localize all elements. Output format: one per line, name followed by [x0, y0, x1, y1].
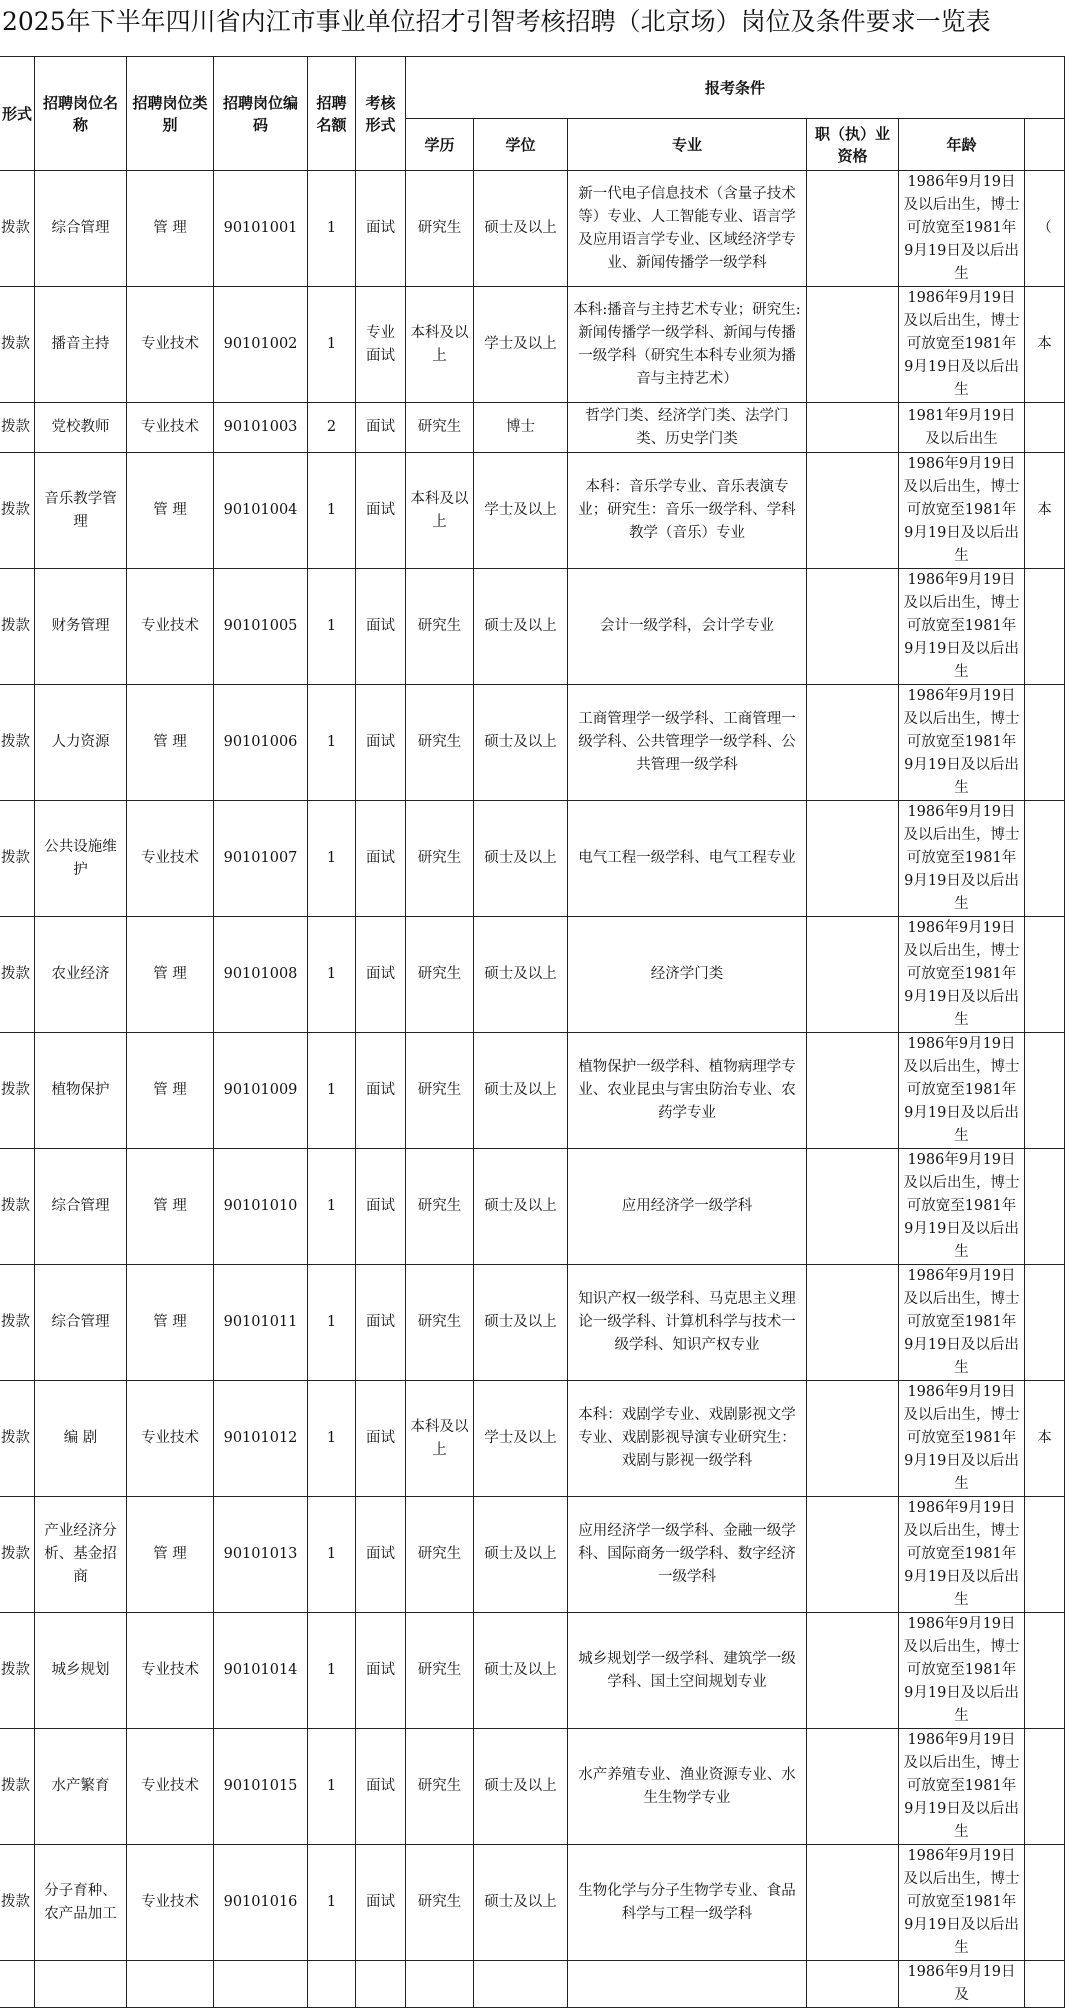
extra-cell — [1025, 1265, 1065, 1381]
quota-cell: 1 — [308, 171, 356, 287]
education-cell — [406, 1961, 474, 2008]
major-cell: 应用经济学一级学科 — [568, 1149, 807, 1265]
quota-cell: 1 — [308, 685, 356, 801]
position-category-cell: 专业技术 — [127, 1613, 214, 1729]
header-position-category: 招聘岗位类别 — [127, 57, 214, 171]
major-cell: 哲学门类、经济学门类、法学门类、历史学门类 — [568, 403, 807, 453]
position-name-cell: 编 剧 — [35, 1381, 127, 1497]
funding-cell: 拨款 — [0, 1497, 35, 1613]
age-cell: 1986年9月19日及以后出生，博士可放宽至1981年9月19日及以后出生 — [899, 287, 1025, 403]
certificate-cell — [807, 1961, 899, 2008]
exam-form-cell: 面试 — [356, 917, 406, 1033]
degree-cell: 硕士及以上 — [474, 1729, 568, 1845]
degree-cell: 学士及以上 — [474, 1381, 568, 1497]
position-code-cell: 90101015 — [214, 1729, 308, 1845]
age-cell: 1986年9月19日及以后出生，博士可放宽至1981年9月19日及以后出生 — [899, 917, 1025, 1033]
table-row — [0, 453, 1065, 569]
header-age: 年龄 — [899, 119, 1025, 171]
quota-cell: 1 — [308, 569, 356, 685]
quota-cell — [308, 1961, 356, 2008]
education-cell: 研究生 — [406, 1265, 474, 1381]
education-cell: 研究生 — [406, 1613, 474, 1729]
major-cell: 电气工程一级学科、电气工程专业 — [568, 801, 807, 917]
education-cell: 研究生 — [406, 569, 474, 685]
degree-cell: 硕士及以上 — [474, 801, 568, 917]
quota-cell: 2 — [308, 403, 356, 453]
exam-form-cell: 面试 — [356, 1381, 406, 1497]
major-cell: 本科:播音与主持艺术专业；研究生:新闻传播学一级学科、新闻与传播一级学科（研究生本科专业须为播音与主持艺术） — [568, 287, 807, 403]
position-category-cell: 专业技术 — [127, 569, 214, 685]
funding-cell: 拨款 — [0, 1845, 35, 1961]
certificate-cell — [807, 1265, 899, 1381]
table-row — [0, 1265, 1065, 1381]
major-cell: 本科：戏剧学专业、戏剧影视文学专业、戏剧影视导演专业研究生：戏剧与影视一级学科 — [568, 1381, 807, 1497]
positions-table — [0, 56, 1065, 2008]
position-name-cell: 城乡规划 — [35, 1613, 127, 1729]
extra-cell — [1025, 917, 1065, 1033]
funding-cell — [0, 1961, 35, 2008]
position-code-cell: 90101002 — [214, 287, 308, 403]
age-cell: 1986年9月19日及以后出生，博士可放宽至1981年9月19日及以后出生 — [899, 569, 1025, 685]
age-cell: 1986年9月19日及以后出生，博士可放宽至1981年9月19日及以后出生 — [899, 171, 1025, 287]
education-cell: 研究生 — [406, 403, 474, 453]
table-row — [0, 801, 1065, 917]
age-cell: 1986年9月19日及以后出生，博士可放宽至1981年9月19日及以后出生 — [899, 1613, 1025, 1729]
table-row — [0, 1729, 1065, 1845]
position-name-cell: 财务管理 — [35, 569, 127, 685]
major-cell: 植物保护一级学科、植物病理学专业、农业昆虫与害虫防治专业、农药学专业 — [568, 1033, 807, 1149]
degree-cell: 博士 — [474, 403, 568, 453]
quota-cell: 1 — [308, 1381, 356, 1497]
certificate-cell — [807, 569, 899, 685]
funding-cell: 拨款 — [0, 1729, 35, 1845]
age-cell: 1986年9月19日及以后出生，博士可放宽至1981年9月19日及以后出生 — [899, 685, 1025, 801]
table-row — [0, 1613, 1065, 1729]
header-major: 专业 — [568, 119, 807, 171]
exam-form-cell: 面试 — [356, 1613, 406, 1729]
degree-cell: 硕士及以上 — [474, 685, 568, 801]
extra-cell — [1025, 1149, 1065, 1265]
extra-cell: 本 — [1025, 453, 1065, 569]
extra-cell — [1025, 1497, 1065, 1613]
major-cell: 本科：音乐学专业、音乐表演专业；研究生：音乐一级学科、学科教学（音乐）专业 — [568, 453, 807, 569]
header-degree: 学位 — [474, 119, 568, 171]
major-cell: 城乡规划学一级学科、建筑学一级学科、国土空间规划专业 — [568, 1613, 807, 1729]
quota-cell: 1 — [308, 1265, 356, 1381]
exam-form-cell — [356, 1961, 406, 2008]
exam-form-cell: 面试 — [356, 403, 406, 453]
education-cell: 本科及以上 — [406, 287, 474, 403]
age-cell: 1986年9月19日及以后出生，博士可放宽至1981年9月19日及以后出生 — [899, 1033, 1025, 1149]
age-cell: 1986年9月19日及以后出生，博士可放宽至1981年9月19日及以后出生 — [899, 453, 1025, 569]
header-quota: 招聘名额 — [308, 57, 356, 171]
certificate-cell — [807, 801, 899, 917]
certificate-cell — [807, 171, 899, 287]
position-name-cell — [35, 1961, 127, 2008]
extra-cell: 本 — [1025, 1381, 1065, 1497]
position-name-cell: 植物保护 — [35, 1033, 127, 1149]
extra-cell — [1025, 569, 1065, 685]
certificate-cell — [807, 1033, 899, 1149]
position-code-cell: 90101011 — [214, 1265, 308, 1381]
certificate-cell — [807, 1845, 899, 1961]
degree-cell: 硕士及以上 — [474, 917, 568, 1033]
table-row — [0, 685, 1065, 801]
age-cell: 1981年9月19日及以后出生 — [899, 403, 1025, 453]
certificate-cell — [807, 453, 899, 569]
extra-cell — [1025, 685, 1065, 801]
certificate-cell — [807, 1497, 899, 1613]
position-name-cell: 综合管理 — [35, 1265, 127, 1381]
exam-form-cell: 面试 — [356, 171, 406, 287]
extra-cell: （ — [1025, 171, 1065, 287]
position-name-cell: 分子育种、农产品加工 — [35, 1845, 127, 1961]
position-category-cell: 专业技术 — [127, 287, 214, 403]
education-cell: 研究生 — [406, 1729, 474, 1845]
header-position-code: 招聘岗位编码 — [214, 57, 308, 171]
major-cell — [568, 1961, 807, 2008]
exam-form-cell: 面试 — [356, 801, 406, 917]
funding-cell: 拨款 — [0, 1033, 35, 1149]
funding-cell: 拨款 — [0, 171, 35, 287]
quota-cell: 1 — [308, 287, 356, 403]
degree-cell: 硕士及以上 — [474, 1033, 568, 1149]
extra-cell — [1025, 801, 1065, 917]
table-row — [0, 287, 1065, 403]
degree-cell: 硕士及以上 — [474, 1845, 568, 1961]
position-category-cell: 管 理 — [127, 1497, 214, 1613]
position-category-cell: 管 理 — [127, 171, 214, 287]
education-cell: 研究生 — [406, 917, 474, 1033]
position-name-cell: 音乐教学管 理 — [35, 453, 127, 569]
certificate-cell — [807, 403, 899, 453]
exam-form-cell: 面试 — [356, 569, 406, 685]
table-row — [0, 403, 1065, 453]
funding-cell: 拨款 — [0, 1149, 35, 1265]
header-position-name: 招聘岗位名称 — [35, 57, 127, 171]
age-cell: 1986年9月19日及以后出生，博士可放宽至1981年9月19日及以后出生 — [899, 1729, 1025, 1845]
position-code-cell — [214, 1961, 308, 2008]
header-certificate: 职（执）业资格 — [807, 119, 899, 171]
degree-cell: 学士及以上 — [474, 453, 568, 569]
exam-form-cell: 面试 — [356, 1845, 406, 1961]
major-cell: 生物化学与分子生物学专业、食品科学与工程一级学科 — [568, 1845, 807, 1961]
education-cell: 研究生 — [406, 1149, 474, 1265]
exam-form-cell: 面试 — [356, 453, 406, 569]
position-name-cell: 党校教师 — [35, 403, 127, 453]
extra-cell — [1025, 1961, 1065, 2008]
major-cell: 工商管理学一级学科、工商管理一级学科、公共管理学一级学科、公共管理一级学科 — [568, 685, 807, 801]
education-cell: 研究生 — [406, 1497, 474, 1613]
position-category-cell: 管 理 — [127, 453, 214, 569]
table-row — [0, 917, 1065, 1033]
position-category-cell — [127, 1961, 214, 2008]
position-category-cell: 专业技术 — [127, 1845, 214, 1961]
header-exam-form: 考核形式 — [356, 57, 406, 171]
position-category-cell: 管 理 — [127, 917, 214, 1033]
position-code-cell: 90101009 — [214, 1033, 308, 1149]
age-cell: 1986年9月19日及以后出生，博士可放宽至1981年9月19日及以后出生 — [899, 1265, 1025, 1381]
major-cell: 经济学门类 — [568, 917, 807, 1033]
certificate-cell — [807, 287, 899, 403]
extra-cell — [1025, 1845, 1065, 1961]
funding-cell: 拨款 — [0, 1381, 35, 1497]
quota-cell: 1 — [308, 1033, 356, 1149]
position-code-cell: 90101016 — [214, 1845, 308, 1961]
exam-form-cell: 专业面试 — [356, 287, 406, 403]
exam-form-cell: 面试 — [356, 1265, 406, 1381]
exam-form-cell: 面试 — [356, 685, 406, 801]
education-cell: 研究生 — [406, 801, 474, 917]
major-cell: 应用经济学一级学科、金融一级学科、国际商务一级学科、数字经济一级学科 — [568, 1497, 807, 1613]
position-category-cell: 管 理 — [127, 685, 214, 801]
certificate-cell — [807, 917, 899, 1033]
education-cell: 本科及以上 — [406, 453, 474, 569]
major-cell: 水产养殖专业、渔业资源专业、水生生物学专业 — [568, 1729, 807, 1845]
position-category-cell: 管 理 — [127, 1149, 214, 1265]
certificate-cell — [807, 1149, 899, 1265]
position-code-cell: 90101008 — [214, 917, 308, 1033]
extra-cell — [1025, 1613, 1065, 1729]
major-cell: 新一代电子信息技术（含量子技术等）专业、人工智能专业、语言学及应用语言学专业、区域经济学专业、新闻传播学一级学科 — [568, 171, 807, 287]
funding-cell: 拨款 — [0, 1265, 35, 1381]
funding-cell: 拨款 — [0, 569, 35, 685]
extra-cell — [1025, 403, 1065, 453]
major-cell: 会计一级学科，会计学专业 — [568, 569, 807, 685]
age-cell: 1986年9月19日及以后出生，博士可放宽至1981年9月19日及以后出生 — [899, 1381, 1025, 1497]
table-row — [0, 1845, 1065, 1961]
quota-cell: 1 — [308, 1149, 356, 1265]
degree-cell: 硕士及以上 — [474, 1149, 568, 1265]
age-cell: 1986年9月19日及 — [899, 1961, 1025, 2008]
quota-cell: 1 — [308, 1613, 356, 1729]
position-name-cell: 农业经济 — [35, 917, 127, 1033]
position-code-cell: 90101003 — [214, 403, 308, 453]
education-cell: 研究生 — [406, 1845, 474, 1961]
degree-cell: 硕士及以上 — [474, 171, 568, 287]
funding-cell: 拨款 — [0, 453, 35, 569]
position-code-cell: 90101010 — [214, 1149, 308, 1265]
education-cell: 本科及以上 — [406, 1381, 474, 1497]
table-row — [0, 1149, 1065, 1265]
table-row — [0, 569, 1065, 685]
age-cell: 1986年9月19日及以后出生，博士可放宽至1981年9月19日及以后出生 — [899, 801, 1025, 917]
funding-cell: 拨款 — [0, 685, 35, 801]
position-code-cell: 90101004 — [214, 453, 308, 569]
position-code-cell: 90101014 — [214, 1613, 308, 1729]
position-code-cell: 90101012 — [214, 1381, 308, 1497]
certificate-cell — [807, 1381, 899, 1497]
funding-cell: 拨款 — [0, 801, 35, 917]
position-category-cell: 管 理 — [127, 1033, 214, 1149]
funding-cell: 拨款 — [0, 1613, 35, 1729]
age-cell: 1986年9月19日及以后出生，博士可放宽至1981年9月19日及以后出生 — [899, 1149, 1025, 1265]
table-row — [0, 1497, 1065, 1613]
position-code-cell: 90101001 — [214, 171, 308, 287]
extra-cell: 本 — [1025, 287, 1065, 403]
position-code-cell: 90101007 — [214, 801, 308, 917]
education-cell: 研究生 — [406, 171, 474, 287]
quota-cell: 1 — [308, 801, 356, 917]
quota-cell: 1 — [308, 1845, 356, 1961]
extra-cell — [1025, 1729, 1065, 1845]
certificate-cell — [807, 685, 899, 801]
position-category-cell: 专业技术 — [127, 403, 214, 453]
certificate-cell — [807, 1613, 899, 1729]
position-code-cell: 90101013 — [214, 1497, 308, 1613]
exam-form-cell: 面试 — [356, 1149, 406, 1265]
exam-form-cell: 面试 — [356, 1033, 406, 1149]
degree-cell: 学士及以上 — [474, 287, 568, 403]
page-title: 2025年下半年四川省内江市事业单位招才引智考核招聘（北京场）岗位及条件要求一览表 — [2, 7, 991, 36]
quota-cell: 1 — [308, 917, 356, 1033]
degree-cell: 硕士及以上 — [474, 1613, 568, 1729]
position-name-cell: 人力资源 — [35, 685, 127, 801]
position-name-cell: 综合管理 — [35, 1149, 127, 1265]
header-conditions: 报考条件 — [406, 57, 1065, 119]
position-name-cell: 产业经济分析、基金招商 — [35, 1497, 127, 1613]
table-row — [0, 171, 1065, 287]
position-category-cell: 专业技术 — [127, 1381, 214, 1497]
degree-cell: 硕士及以上 — [474, 569, 568, 685]
position-name-cell: 播音主持 — [35, 287, 127, 403]
position-code-cell: 90101006 — [214, 685, 308, 801]
header-funding: 形式 — [0, 57, 35, 171]
certificate-cell — [807, 1729, 899, 1845]
degree-cell: 硕士及以上 — [474, 1265, 568, 1381]
funding-cell: 拨款 — [0, 287, 35, 403]
degree-cell — [474, 1961, 568, 2008]
table-row — [0, 1033, 1065, 1149]
position-category-cell: 管 理 — [127, 1265, 214, 1381]
position-category-cell: 专业技术 — [127, 801, 214, 917]
header-education: 学历 — [406, 119, 474, 171]
table-row-partial — [0, 1961, 1065, 2008]
position-code-cell: 90101005 — [214, 569, 308, 685]
exam-form-cell: 面试 — [356, 1497, 406, 1613]
table-row — [0, 1381, 1065, 1497]
extra-cell — [1025, 1033, 1065, 1149]
position-name-cell: 公共设施维 护 — [35, 801, 127, 917]
position-category-cell: 专业技术 — [127, 1729, 214, 1845]
age-cell: 1986年9月19日及以后出生，博士可放宽至1981年9月19日及以后出生 — [899, 1497, 1025, 1613]
degree-cell: 硕士及以上 — [474, 1497, 568, 1613]
quota-cell: 1 — [308, 453, 356, 569]
education-cell: 研究生 — [406, 1033, 474, 1149]
position-name-cell: 水产繁育 — [35, 1729, 127, 1845]
quota-cell: 1 — [308, 1729, 356, 1845]
funding-cell: 拨款 — [0, 917, 35, 1033]
position-name-cell: 综合管理 — [35, 171, 127, 287]
major-cell: 知识产权一级学科、马克思主义理论一级学科、计算机科学与技术一级学科、知识产权专业 — [568, 1265, 807, 1381]
age-cell: 1986年9月19日及以后出生，博士可放宽至1981年9月19日及以后出生 — [899, 1845, 1025, 1961]
quota-cell: 1 — [308, 1497, 356, 1613]
education-cell: 研究生 — [406, 685, 474, 801]
header-extra — [1025, 119, 1065, 171]
funding-cell: 拨款 — [0, 403, 35, 453]
exam-form-cell: 面试 — [356, 1729, 406, 1845]
